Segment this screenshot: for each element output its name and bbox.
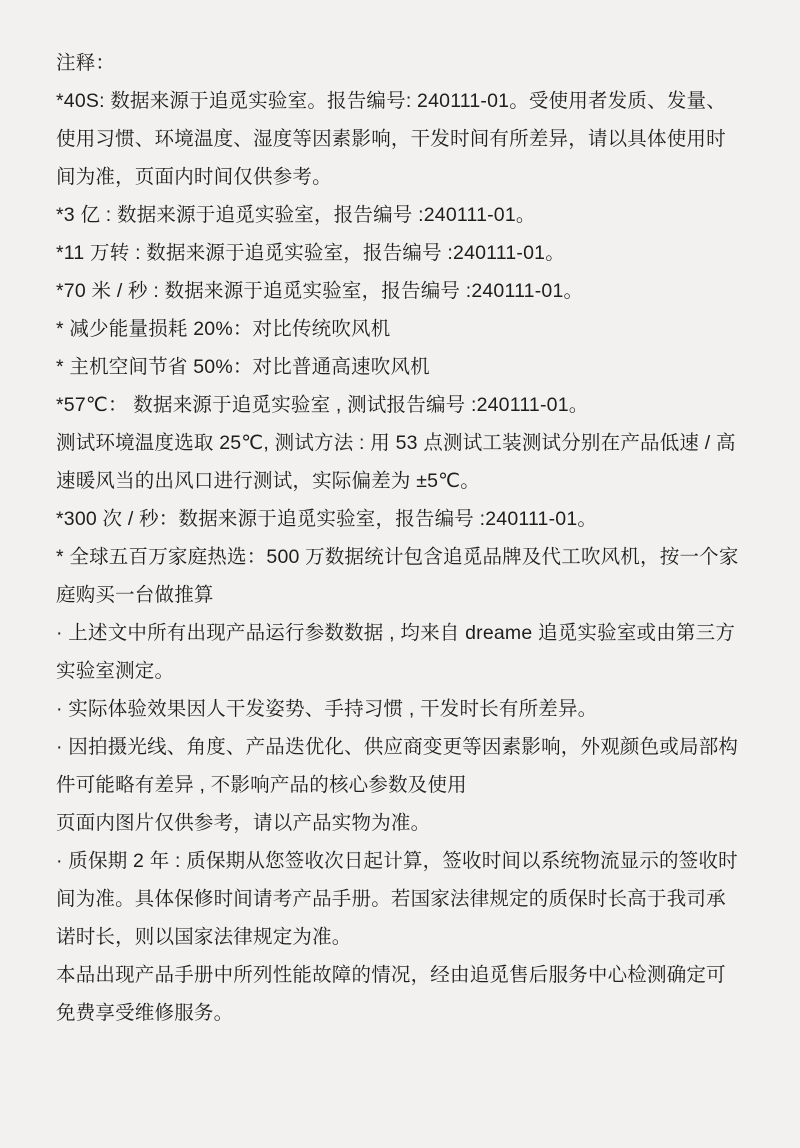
note-item-experience-difference: · 实际体验效果因人干发姿势、手持习惯 , 干发时长有所差异。 xyxy=(56,698,598,720)
note-item-40s: *40S: 数据来源于追觅实验室。报告编号: 240111-01。受使用者发质、发量、使用习惯、环境温度、湿度等因素影响，干发时间有所差异，请以具体使用时间为准，页面内时间仅供参考。 xyxy=(56,90,726,188)
note-item-300-per-second: *300 次 / 秒：数据来源于追觅实验室，报告编号 :240111-01。 xyxy=(56,508,598,530)
note-item-five-million-families: * 全球五百万家庭热选：500 万数据统计包含追觅品牌及代工吹风机，按一个家庭购买一台做推算 xyxy=(56,546,739,606)
notes-heading: 注释： xyxy=(56,52,116,74)
note-item-110k-rpm: *11 万转 : 数据来源于追觅实验室，报告编号 :240111-01。 xyxy=(56,242,565,264)
note-item-57c: *57℃： 数据来源于追觅实验室 , 测试报告编号 :240111-01。 xyxy=(56,394,589,416)
note-item-70mps: *70 米 / 秒 : 数据来源于追觅实验室，报告编号 :240111-01。 xyxy=(56,280,584,302)
note-item-300million: *3 亿 : 数据来源于追觅实验室，报告编号 :240111-01。 xyxy=(56,204,536,226)
note-item-appearance-difference: · 因拍摄光线、角度、产品迭优化、供应商变更等因素影响，外观颜色或局部构件可能略有差异 , 不影响产品的核心参数及使用 xyxy=(56,736,739,796)
note-item-warranty: · 质保期 2 年 : 质保期从您签收次日起计算，签收时间以系统物流显示的签收时间为准。具体保修时间请考产品手册。若国家法律规定的质保时长高于我司承诺时长，则以国家法律规定为准。 xyxy=(56,850,738,948)
note-item-test-environment: 测试环境温度选取 25℃, 测试方法 : 用 53 点测试工装测试分别在产品低速 / 高速暖风当的出风口进行测试，实际偏差为 ±5℃。 xyxy=(56,432,736,492)
note-item-parameter-source: · 上述文中所有出现产品运行参数数据 , 均来自 dreame 追觅实验室或由第三方实验室测定。 xyxy=(56,622,736,682)
note-item-energy-loss: * 减少能量损耗 20%：对比传统吹风机 xyxy=(56,318,391,340)
notes-list xyxy=(56,44,744,1032)
note-item-space-saving: * 主机空间节省 50%：对比普通高速吹风机 xyxy=(56,356,430,378)
note-item-image-reference: 页面内图片仅供参考，请以产品实物为准。 xyxy=(56,812,431,834)
note-item-free-repair: 本品出现产品手册中所列性能故障的情况，经由追觅售后服务中心检测确定可免费享受维修服务。 xyxy=(56,964,726,1024)
